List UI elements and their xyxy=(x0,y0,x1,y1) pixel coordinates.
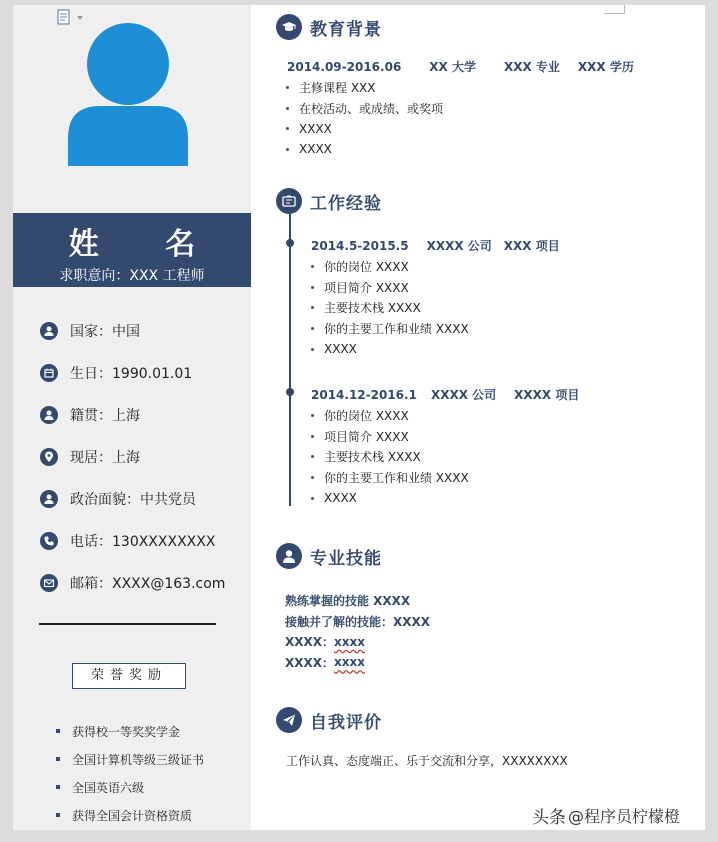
info-text: 生日：1990.01.01 xyxy=(70,366,193,382)
skill-line: XXXX： xxxx xyxy=(285,655,365,670)
skill-line: XXXX： xxxx xyxy=(285,634,365,650)
info-row-residence xyxy=(40,447,250,467)
job-intent: 求职意向：XXX 工程师 xyxy=(59,268,205,284)
list-item: 主要技术栈 XXXX xyxy=(311,446,469,467)
candidate-name: 姓 名 xyxy=(68,227,224,262)
user-icon xyxy=(40,490,58,508)
edu-major: XXX 专业 xyxy=(503,60,560,74)
info-text: 电话：130XXXXXXXX xyxy=(70,534,216,550)
id-card-icon xyxy=(276,188,302,214)
education-items xyxy=(286,77,443,160)
skill-line: 接触并了解的技能：XXXX xyxy=(285,614,431,629)
job-company: XXXX 公司 xyxy=(430,388,497,402)
job-project: XXXX 项目 xyxy=(514,388,580,402)
edu-school: XX 大学 xyxy=(429,60,476,74)
sidebar-divider xyxy=(39,623,216,625)
user-icon xyxy=(40,406,58,424)
list-item: XXXX xyxy=(286,139,443,160)
user-icon xyxy=(276,543,302,569)
info-row-hometown xyxy=(40,405,250,425)
list-item: 获得全国会计资格资质 xyxy=(56,801,246,829)
list-item: 主修课程 XXX xyxy=(286,77,443,98)
section-skills xyxy=(276,543,382,569)
job-items xyxy=(311,256,469,359)
name-banner xyxy=(13,213,251,287)
info-row-birthday xyxy=(40,363,250,383)
info-text: 政治面貌：中共党员 xyxy=(70,492,196,508)
timeline-line xyxy=(289,214,291,506)
graduation-cap-icon xyxy=(276,14,302,40)
job-period: 2014.12-2016.1 xyxy=(311,388,417,402)
page-corner-mark xyxy=(604,5,625,14)
list-item: XXXX xyxy=(286,118,443,139)
paper-plane-icon xyxy=(276,707,302,733)
job-items xyxy=(311,405,469,508)
user-icon xyxy=(40,322,58,340)
list-item: XXXX xyxy=(311,488,469,509)
watermark xyxy=(532,803,680,828)
list-item: 项目简介 XXXX xyxy=(311,426,469,447)
list-item: 你的岗位 XXXX xyxy=(311,405,469,426)
list-item: 主要技术栈 XXXX xyxy=(311,297,469,318)
job-project: XXX 项目 xyxy=(503,239,560,253)
skill-line: 熟练掌握的技能 XXXX xyxy=(285,593,411,608)
skills-list xyxy=(285,590,430,673)
timeline-dot xyxy=(286,239,294,247)
list-item: 你的主要工作和业绩 XXXX xyxy=(311,318,469,339)
education-header xyxy=(287,58,662,75)
self-eval-text: 工作认真、态度端正、乐于交流和分享，XXXXXXXX xyxy=(286,754,568,768)
edu-degree: XXX 学历 xyxy=(577,60,634,74)
list-item: 在校活动、或成绩、或奖项 xyxy=(286,98,443,119)
location-pin-icon xyxy=(40,448,58,466)
info-text: 现居：上海 xyxy=(70,450,140,466)
info-text: 籍贯：上海 xyxy=(70,408,140,424)
info-row-country xyxy=(40,321,250,341)
section-title: 教育背景 xyxy=(310,19,382,40)
list-item: 全国英语六级 xyxy=(56,773,246,801)
info-row-email xyxy=(40,573,250,593)
timeline-dot xyxy=(286,388,294,396)
honors-heading: 荣誉奖励 xyxy=(72,663,186,689)
mail-icon xyxy=(40,574,58,592)
honors-list xyxy=(56,717,246,829)
calendar-icon xyxy=(40,364,58,382)
avatar-icon xyxy=(64,20,192,166)
section-title: 专业技能 xyxy=(310,548,382,569)
phone-icon xyxy=(40,532,58,550)
job-header xyxy=(311,386,597,403)
job-period: 2014.5-2015.5 xyxy=(311,239,409,253)
info-text: 邮箱：XXXX@163.com xyxy=(70,576,226,592)
watermark-brand: 头条 xyxy=(532,808,566,828)
section-education xyxy=(276,14,382,40)
list-item: 你的岗位 XXXX xyxy=(311,256,469,277)
list-item: 你的主要工作和业绩 XXXX xyxy=(311,467,469,488)
job-company: XXXX 公司 xyxy=(426,239,492,253)
list-item: 全国计算机等级三级证书 xyxy=(56,745,246,773)
info-text: 国家：中国 xyxy=(70,324,140,340)
section-self-eval xyxy=(276,707,382,733)
list-item: 获得校一等奖奖学金 xyxy=(56,717,246,745)
list-item: 项目简介 XXXX xyxy=(311,277,469,298)
job-header xyxy=(311,237,578,254)
edu-period: 2014.09-2016.06 xyxy=(287,60,402,74)
info-row-phone xyxy=(40,531,250,551)
section-title: 工作经验 xyxy=(310,193,382,214)
list-item: XXXX xyxy=(311,339,469,360)
watermark-text: @程序员柠檬橙 xyxy=(568,807,681,826)
section-title: 自我评价 xyxy=(310,712,382,733)
section-work xyxy=(276,188,382,214)
info-row-political xyxy=(40,489,250,509)
